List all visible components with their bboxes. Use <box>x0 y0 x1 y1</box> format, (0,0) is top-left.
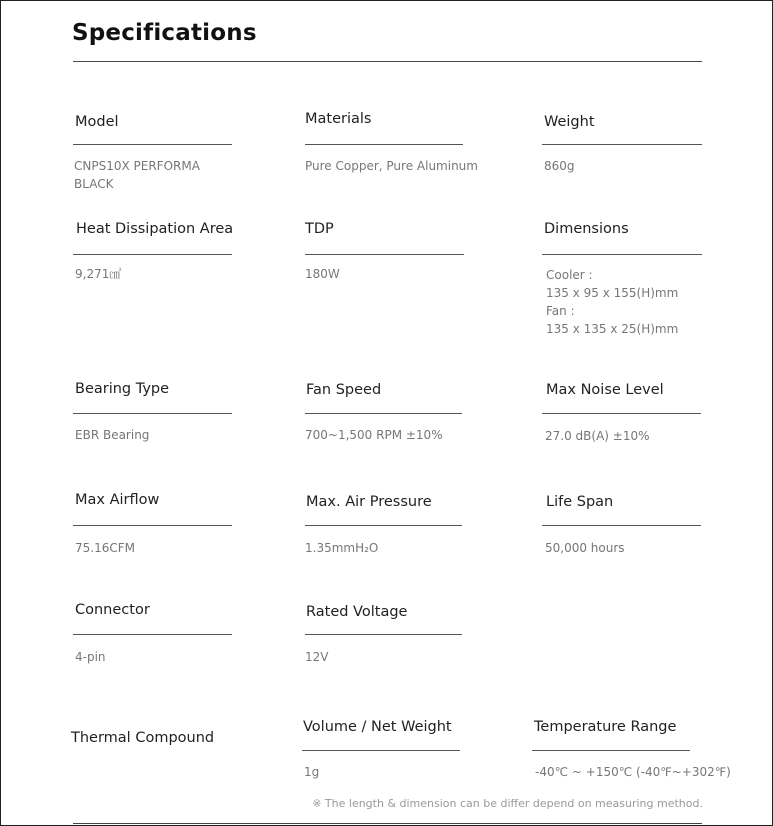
spec-value-rated-voltage: 12V <box>305 650 329 664</box>
spec-divider <box>542 254 702 255</box>
spec-label-max-air-pressure: Max. Air Pressure <box>306 494 432 510</box>
spec-value-connector: 4-pin <box>75 650 106 664</box>
spec-label-max-noise-level: Max Noise Level <box>546 382 664 398</box>
spec-value-max-noise-level: 27.0 dB(A) ±10% <box>545 429 650 443</box>
spec-value-tdp: 180W <box>305 267 340 281</box>
spec-divider <box>542 413 701 414</box>
thermal-compound-label: Thermal Compound <box>71 730 215 746</box>
spec-value-model: CNPS10X PERFORMA BLACK <box>74 159 200 191</box>
spec-divider <box>73 413 232 414</box>
spec-value-max-airflow: 75.16CFM <box>75 541 135 555</box>
spec-divider <box>302 750 460 751</box>
spec-label-max-airflow: Max Airflow <box>75 492 160 508</box>
spec-label-materials: Materials <box>305 111 372 127</box>
spec-label-weight: Weight <box>544 114 595 130</box>
spec-divider <box>305 634 462 635</box>
spec-label-bearing-type: Bearing Type <box>75 381 170 397</box>
spec-divider <box>542 144 702 145</box>
spec-label-connector: Connector <box>75 602 150 618</box>
spec-divider <box>73 254 232 255</box>
spec-label-tdp: TDP <box>305 221 334 237</box>
spec-label-fan-speed: Fan Speed <box>306 382 382 398</box>
spec-label-life-span: Life Span <box>546 494 614 510</box>
spec-value-fan-speed: 700~1,500 RPM ±10% <box>305 428 443 442</box>
spec-label-heat-dissipation-area: Heat Dissipation Area <box>76 221 234 237</box>
spec-divider <box>73 144 232 145</box>
spec-label-rated-voltage: Rated Voltage <box>306 604 408 620</box>
spec-value-max-air-pressure: 1.35mmH₂O <box>305 541 379 555</box>
spec-divider <box>532 750 690 751</box>
spec-value-heat-dissipation-area: 9,271㎠ <box>75 267 122 281</box>
title-divider <box>73 61 702 62</box>
spec-value-materials: Pure Copper, Pure Aluminum <box>305 159 478 173</box>
spec-value-volume-net-weight: 1g <box>304 765 320 779</box>
spec-divider <box>73 634 232 635</box>
spec-divider <box>305 144 463 145</box>
spec-divider <box>305 413 462 414</box>
spec-value-dimensions: Cooler : 135 x 95 x 155(H)mm Fan : 135 x 135 x 25(H)mm <box>546 268 679 336</box>
spec-label-dimensions: Dimensions <box>544 221 629 237</box>
spec-label-model: Model <box>75 114 119 130</box>
spec-value-bearing-type: EBR Bearing <box>75 428 150 442</box>
footnote: ※ The length & dimension can be differ depend on measuring method. <box>312 797 703 810</box>
spec-label-temperature-range: Temperature Range <box>534 719 677 735</box>
spec-label-volume-net-weight: Volume / Net Weight <box>303 719 452 735</box>
spec-divider <box>305 525 462 526</box>
page-title: Specifications <box>72 20 257 46</box>
spec-divider <box>73 525 232 526</box>
spec-value-weight: 860g <box>544 159 575 173</box>
spec-value-life-span: 50,000 hours <box>545 541 625 555</box>
spec-divider <box>305 254 464 255</box>
bottom-divider <box>73 823 702 824</box>
spec-value-temperature-range: -40℃ ~ +150℃ (-40℉~+302℉) <box>535 765 731 779</box>
spec-divider <box>542 525 701 526</box>
